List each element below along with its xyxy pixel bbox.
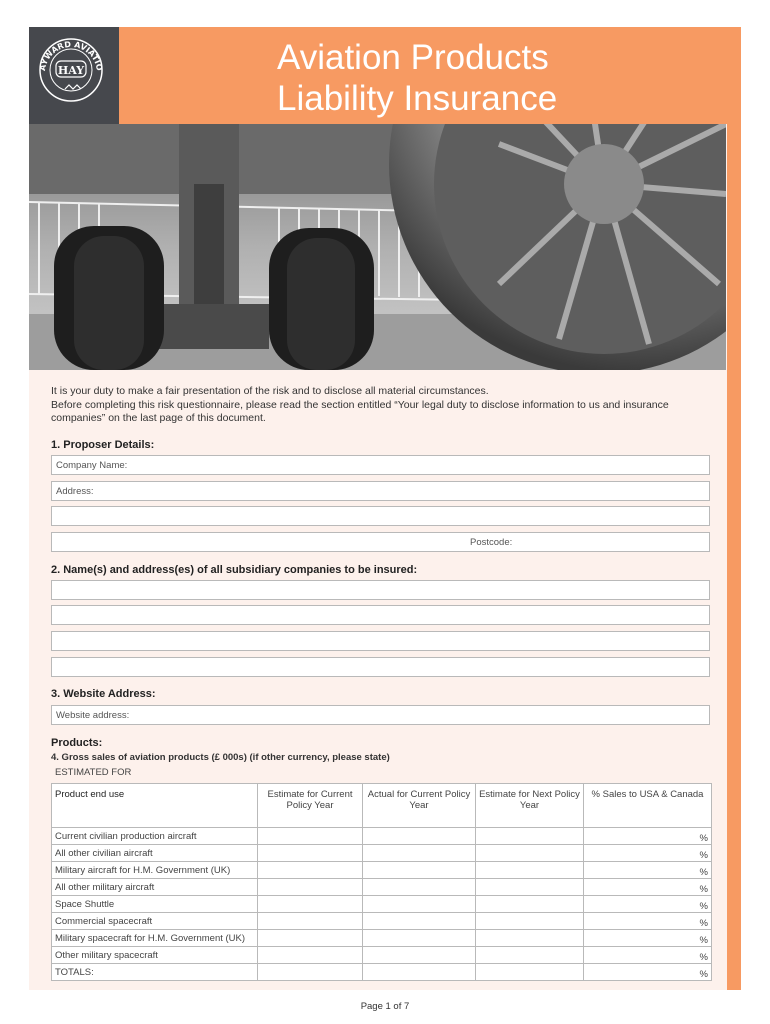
table-row (52, 845, 712, 862)
products-title: Products: (51, 737, 103, 749)
address-field-3[interactable] (51, 532, 710, 552)
pct-input-cell[interactable]: % (584, 879, 712, 896)
subsidiary-field-1[interactable] (51, 580, 710, 600)
page-title (277, 37, 557, 119)
pct-input-cell[interactable]: % (584, 947, 712, 964)
landing-gear-image (29, 124, 726, 370)
sales-input-cell[interactable] (363, 896, 476, 913)
row-label: Commercial spacecraft (52, 913, 258, 930)
sales-input-cell[interactable] (476, 828, 584, 845)
sales-input-cell[interactable] (476, 879, 584, 896)
title-line-1: Aviation Products (277, 38, 549, 77)
sales-input-cell[interactable] (258, 845, 363, 862)
table-row (52, 879, 712, 896)
sales-input-cell[interactable] (476, 947, 584, 964)
page-number: Page 1 of 7 (360, 1001, 410, 1012)
header-estimate-current: Estimate for Current Policy Year (258, 784, 363, 828)
pct-input-cell[interactable]: % (584, 828, 712, 845)
row-label: Space Shuttle (52, 896, 258, 913)
sales-input-cell[interactable] (476, 862, 584, 879)
sales-input-cell[interactable] (363, 964, 476, 981)
intro-line-1: It is your duty to make a fair presentation of the risk and to disclose all material circumstances. (51, 385, 489, 397)
sales-input-cell[interactable] (258, 930, 363, 947)
header-actual-current: Actual for Current Policy Year (363, 784, 476, 828)
subsidiary-field-2[interactable] (51, 605, 710, 625)
sales-input-cell[interactable] (258, 896, 363, 913)
estimated-for-label: ESTIMATED FOR (55, 767, 132, 778)
title-line-2: Liability Insurance (277, 79, 558, 118)
question-4: 4. Gross sales of aviation products (£ 000s) (if other currency, please state) (51, 752, 390, 763)
company-logo (29, 27, 119, 124)
sales-input-cell[interactable] (476, 845, 584, 862)
sales-input-cell[interactable] (258, 828, 363, 845)
table-row (52, 862, 712, 879)
header-banner (29, 27, 741, 124)
sales-input-cell[interactable] (363, 930, 476, 947)
table-row (52, 896, 712, 913)
sales-input-cell[interactable] (258, 879, 363, 896)
company-name-label: Company Name: (56, 460, 128, 471)
sales-input-cell[interactable] (476, 913, 584, 930)
sales-input-cell[interactable] (363, 845, 476, 862)
header-estimate-next: Estimate for Next Policy Year (476, 784, 584, 828)
table-row (52, 913, 712, 930)
logo-hay-text: HAY (57, 64, 85, 77)
pct-input-cell[interactable]: % (584, 930, 712, 947)
sales-table (51, 783, 712, 981)
pct-input-cell[interactable]: % (584, 913, 712, 930)
intro-line-2: Before completing this risk questionnaire, please read the section entitled “Your legal duty to disclose information to us and insurance companies” on the last page of this document. (51, 398, 669, 424)
table-row (52, 930, 712, 947)
section-3-title: 3. Website Address: (51, 688, 156, 700)
sales-input-cell[interactable] (363, 913, 476, 930)
row-label: Military spacecraft for H.M. Government (UK) (52, 930, 258, 947)
company-name-field[interactable] (51, 455, 710, 475)
row-label: All other civilian aircraft (52, 845, 258, 862)
row-label: Military aircraft for H.M. Government (UK) (52, 862, 258, 879)
row-label: Other military spacecraft (52, 947, 258, 964)
sales-input-cell[interactable] (476, 964, 584, 981)
landing-gear-photo (29, 124, 726, 370)
website-field[interactable] (51, 705, 710, 725)
sales-input-cell[interactable] (363, 862, 476, 879)
logo-seal-icon (29, 27, 119, 124)
postcode-label: Postcode: (470, 537, 513, 548)
pct-input-cell[interactable]: % (584, 964, 712, 981)
sales-input-cell[interactable] (476, 896, 584, 913)
sales-input-cell[interactable] (363, 879, 476, 896)
subsidiary-field-4[interactable] (51, 657, 710, 677)
section-2-title: 2. Name(s) and address(es) of all subsidiary companies to be insured: (51, 564, 418, 576)
header-pct-usa-canada: % Sales to USA & Canada (584, 784, 712, 828)
logo-arc-text: AYWARD AVIATIO (38, 39, 105, 72)
intro-text (51, 385, 721, 426)
table-row (52, 947, 712, 964)
pct-input-cell[interactable]: % (584, 896, 712, 913)
sales-input-cell[interactable] (363, 828, 476, 845)
sales-input-cell[interactable] (476, 930, 584, 947)
row-label: Current civilian production aircraft (52, 828, 258, 845)
address-field-1[interactable] (51, 481, 710, 501)
sales-input-cell[interactable] (258, 947, 363, 964)
sales-input-cell[interactable] (258, 964, 363, 981)
sales-input-cell[interactable] (363, 947, 476, 964)
address-label: Address: (56, 486, 94, 497)
header-product-end-use: Product end use (52, 784, 258, 828)
accent-strip (727, 27, 741, 990)
pct-input-cell[interactable]: % (584, 845, 712, 862)
table-row (52, 964, 712, 981)
website-label: Website address: (56, 710, 130, 721)
table-row (52, 828, 712, 845)
row-label: All other military aircraft (52, 879, 258, 896)
pct-input-cell[interactable]: % (584, 862, 712, 879)
subsidiary-field-3[interactable] (51, 631, 710, 651)
sales-input-cell[interactable] (258, 913, 363, 930)
row-label: TOTALS: (52, 964, 258, 981)
address-field-2[interactable] (51, 506, 710, 526)
sales-table-header (52, 784, 712, 828)
section-1-title: 1. Proposer Details: (51, 439, 155, 451)
sales-input-cell[interactable] (258, 862, 363, 879)
